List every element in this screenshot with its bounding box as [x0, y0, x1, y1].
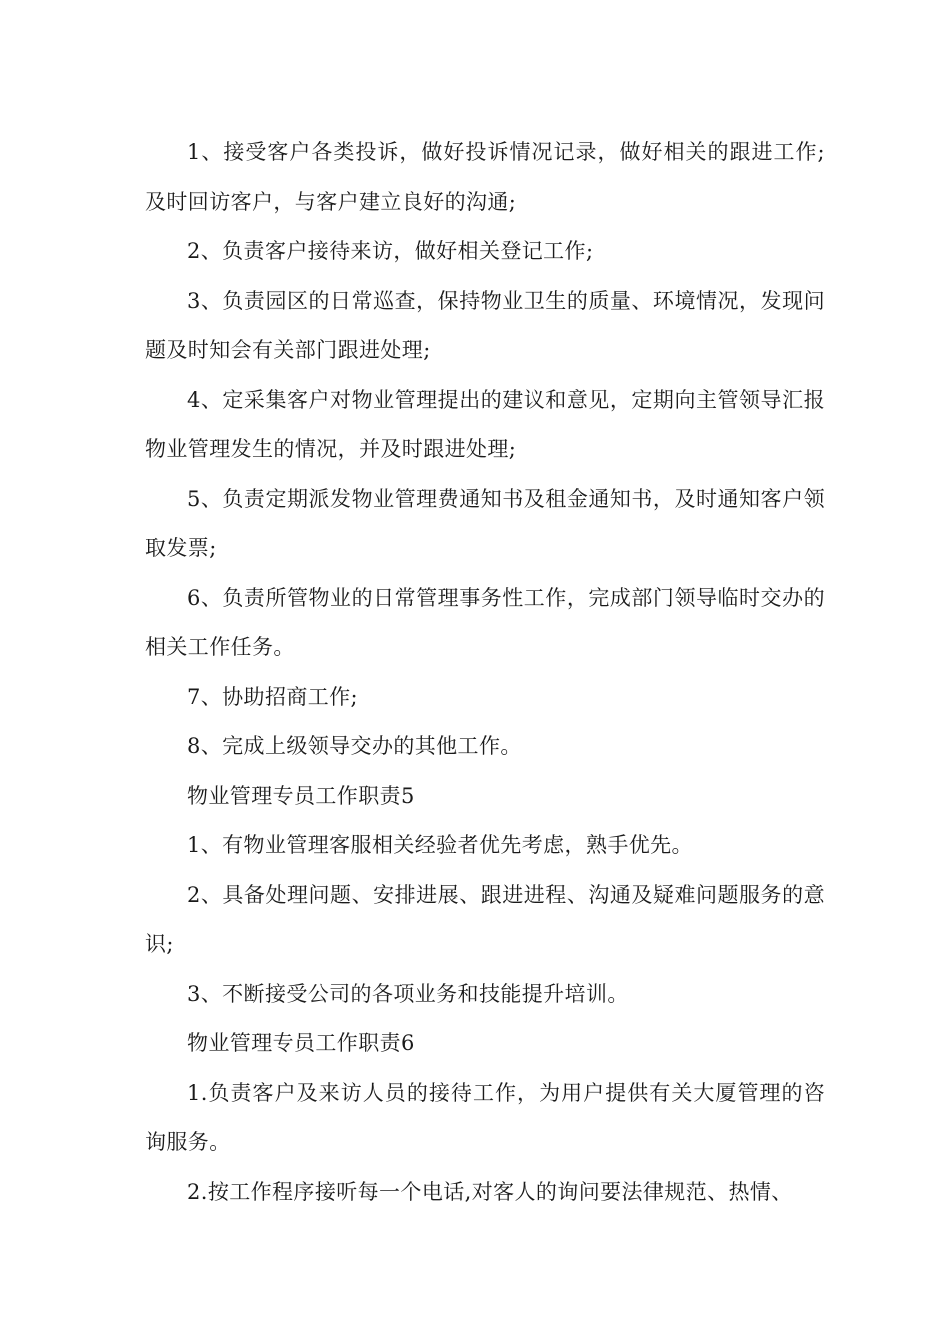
paragraph: 6、负责所管物业的日常管理事务性工作，完成部门领导临时交办的相关工作任务。	[145, 585, 825, 659]
paragraph: 1、接受客户各类投诉，做好投诉情况记录，做好相关的跟进工作;及时回访客户，与客户建立良好的沟通;	[145, 140, 825, 214]
paragraph: 2、具备处理问题、安排进展、跟进进程、沟通及疑难问题服务的意识;	[145, 882, 825, 956]
document-body	[145, 128, 825, 1217]
paragraph: 2、负责客户接待来访，做好相关登记工作;	[187, 239, 594, 263]
paragraph: 3、不断接受公司的各项业务和技能提升培训。	[187, 981, 629, 1006]
paragraph: 1、有物业管理客服相关经验者优先考虑，熟手优先。	[187, 833, 693, 857]
paragraph: 8、完成上级领导交办的其他工作。	[187, 734, 522, 758]
paragraph: 1.负责客户及来访人员的接待工作，为用户提供有关大厦管理的咨询服务。	[145, 1080, 825, 1154]
paragraph: 2.按工作程序接听每一个电话,对客人的询问要法律规范、热情、	[187, 1179, 793, 1204]
section-heading: 物业管理专员工作职责6	[187, 1031, 415, 1055]
paragraph: 7、协助招商工作;	[187, 684, 359, 709]
section-heading: 物业管理专员工作职责5	[187, 783, 415, 808]
paragraph: 4、定采集客户对物业管理提出的建议和意见，定期向主管领导汇报物业管理发生的情况，并及时跟进处理;	[145, 387, 825, 461]
paragraph: 5、负责定期派发物业管理费通知书及租金通知书，及时通知客户领取发票;	[145, 486, 825, 560]
paragraph: 3、负责园区的日常巡查，保持物业卫生的质量、环境情况，发现问题及时知会有关部门跟进处理;	[145, 288, 825, 362]
